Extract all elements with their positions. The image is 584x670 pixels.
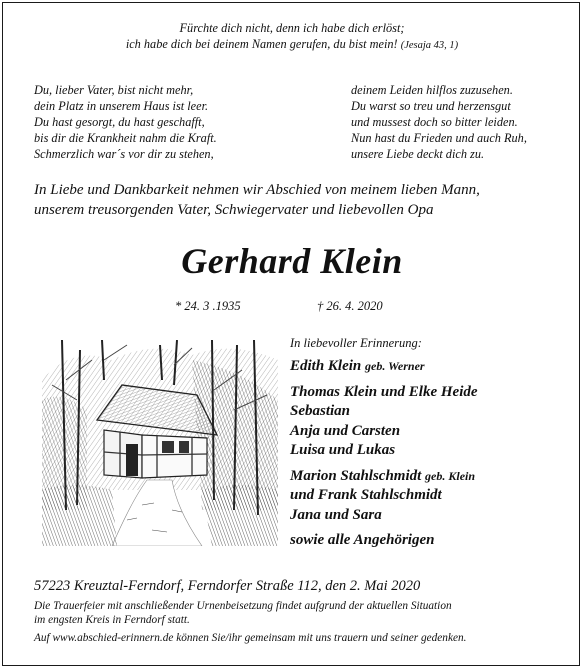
mourner-line: Thomas Klein und Elke Heide: [290, 383, 478, 400]
intro-line-2: unserem treusorgenden Vater, Schwiegervater und liebevollen Opa: [34, 202, 434, 218]
notice-line-1: Die Trauerfeier mit anschließender Urnenbeisetzung findet aufgrund der aktuellen Situation: [34, 600, 452, 612]
mourner-name: Marion Stahlschmidt: [290, 467, 422, 484]
death-date: † 26. 4. 2020: [317, 299, 383, 313]
bible-quote: [0, 20, 584, 54]
mourner-line: Sebastian: [290, 403, 351, 419]
poem-left-line: Du, lieber Vater, bist nicht mehr,: [34, 83, 194, 97]
address-line: 57223 Kreuztal-Ferndorf, Ferndorfer Straße 112, den 2. Mai 2020: [34, 578, 421, 594]
farewell-intro: [34, 180, 554, 220]
mourner-line: Anja und Carsten: [290, 422, 401, 439]
mourner-line: [290, 357, 570, 377]
mourner-line: Jana und Sara: [290, 506, 382, 523]
forest-hut-sketch: [42, 340, 278, 546]
mourners-lead: In liebevoller Erinnerung:: [290, 336, 422, 350]
deceased-name: Gerhard Klein: [181, 241, 403, 281]
quote-line-1: Fürchte dich nicht, denn ich habe dich erlöst;: [179, 21, 405, 35]
notice-line-2: im engsten Kreis in Ferndorf statt.: [34, 614, 190, 626]
quote-line-2-text: ich habe dich bei deinem Namen gerufen, du bist mein!: [125, 37, 398, 51]
mourner-line: [290, 467, 570, 487]
mourners-list: [290, 336, 570, 551]
quote-reference: (Jesaja 43, 1): [400, 40, 459, 51]
poem-right-column: [351, 82, 527, 162]
mourner-line: Luisa und Lukas: [290, 442, 396, 458]
mourner-line: sowie alle Angehörigen: [290, 532, 435, 548]
poem-right-line: unsere Liebe deckt dich zu.: [351, 147, 485, 161]
poem-left-line: Du hast gesorgt, du hast geschafft,: [34, 115, 205, 129]
quote-line-2: [0, 36, 584, 54]
poem-right-line: deinem Leiden hilflos zuzusehen.: [351, 83, 513, 97]
poem-left-column: [34, 82, 217, 162]
intro-line-1: In Liebe und Dankbarkeit nehmen wir Abschied von meinem lieben Mann,: [34, 182, 480, 198]
footer-link-text: Auf www.abschied-erinnern.de können Sie/ihr gemeinsam mit uns trauern und seiner gedenken.: [34, 632, 467, 644]
mourner-name: Edith Klein: [290, 358, 362, 374]
poem-right-line: Du warst so treu und herzensgut: [351, 99, 511, 113]
poem-right-line: Nun hast du Frieden und auch Ruh,: [351, 131, 527, 145]
poem-left-line: bis dir die Krankheit nahm die Kraft.: [34, 131, 217, 145]
poem-left-line: dein Platz in unserem Haus ist leer.: [34, 99, 209, 113]
birth-date: * 24. 3 .1935: [175, 299, 241, 313]
funeral-notice: [34, 599, 564, 627]
maiden-name: geb. Klein: [425, 468, 476, 483]
poem-left-line: Schmerzlich war´s vor dir zu stehen,: [34, 147, 214, 161]
maiden-name: geb. Werner: [365, 359, 425, 373]
mourner-line: und Frank Stahlschmidt: [290, 487, 442, 503]
poem-right-line: und mussest doch so bitter leiden.: [351, 115, 518, 129]
